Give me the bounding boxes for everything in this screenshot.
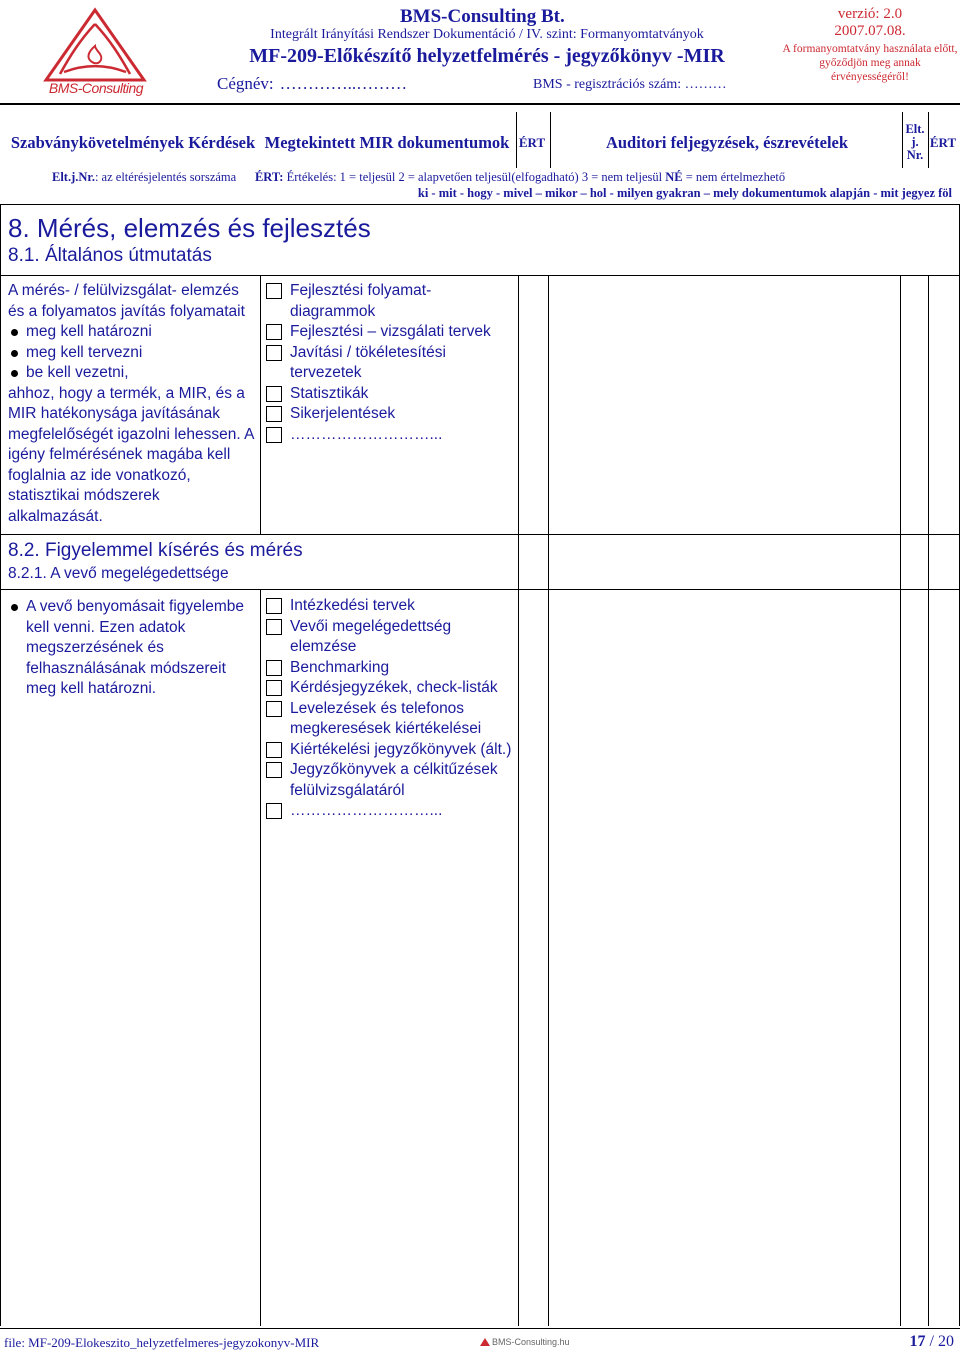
company-logo <box>40 6 150 98</box>
table-col-divider <box>548 275 549 1326</box>
checkbox[interactable] <box>266 598 282 614</box>
checklist-item[interactable]: Fejlesztési – vizsgálati tervek <box>266 322 516 343</box>
table-left-border <box>0 204 1 1326</box>
checklist-item[interactable]: Levelezések és telefonos megkeresések kiértékelései <box>266 699 516 740</box>
document-checklist <box>266 281 516 445</box>
requirement-bullets <box>8 322 254 384</box>
checklist-item-other[interactable]: ………………………... <box>266 425 516 446</box>
table-col-divider <box>900 275 901 1326</box>
checklist-item-other[interactable]: ………………………... <box>266 801 516 822</box>
version-label: verzió: 2.0 <box>837 6 903 22</box>
checklist-item[interactable]: Benchmarking <box>266 658 516 679</box>
col-header-elt: Elt. j. Nr. <box>905 121 925 162</box>
checkbox[interactable] <box>266 619 282 635</box>
version-block <box>780 6 960 40</box>
logo-text: BMS-Consulting <box>48 80 144 96</box>
checklist-item[interactable]: Javítási / tökéletesítési tervezetek <box>266 343 516 384</box>
checklist-item[interactable]: Kérdésjegyzékek, check-listák <box>266 678 516 699</box>
checklist-item[interactable]: Vevői megelégedettség elemzése <box>266 617 516 658</box>
subsection-title: 8.2. Figyelemmel kísérés és mérés <box>8 540 303 561</box>
company-name-row <box>217 74 407 94</box>
footer-file-name: file: MF-209-Elokeszito_helyzetfelmeres-jegyzokonyv-MIR <box>4 1335 320 1350</box>
checkbox[interactable] <box>266 386 282 402</box>
table-col-divider <box>928 275 929 1326</box>
table-col-divider <box>260 589 261 1326</box>
table-col-divider <box>518 275 519 1326</box>
checkbox[interactable] <box>266 701 282 717</box>
header-divider <box>0 103 960 105</box>
list-item: be kell vezetni, <box>8 363 254 384</box>
legend-line: Elt.j.Nr.: az eltérésjelentés sorszáma ÉRT: Értékelés: 1 = teljesül 2 = alapvetően teljesül(elfogadható) 3 = nem teljesül NÉ = nem értelmezhető <box>52 170 786 184</box>
company-title: BMS-Consulting Bt. <box>400 6 565 27</box>
footer-brand: BMS-Consulting.hu <box>480 1337 570 1347</box>
company-name-label: Cégnév: <box>217 74 274 93</box>
checkbox[interactable] <box>266 324 282 340</box>
col-header-auditor: Auditori feljegyzések, észrevételek <box>605 132 849 152</box>
checklist-item[interactable]: Jegyzőkönyvek a célkitűzések felülvizsgálatáról <box>266 760 516 801</box>
header-divider-v <box>516 112 517 168</box>
checklist-item[interactable]: Kiértékelési jegyzőkönyvek (ált.) <box>266 740 516 761</box>
version-date: 2007.07.08. <box>834 23 906 39</box>
list-item: meg kell határozni <box>8 322 254 343</box>
checkbox[interactable] <box>266 427 282 443</box>
checklist-item[interactable]: Statisztikák <box>266 384 516 405</box>
table-row-border <box>0 275 960 276</box>
requirement-bullets <box>8 597 256 700</box>
checkbox[interactable] <box>266 345 282 361</box>
checkbox[interactable] <box>266 406 282 422</box>
requirement-intro: A mérés- / felülvizsgálat- elemzés és a folyamatos javítás folyamatait <box>8 282 245 320</box>
subsection-title: 8.1. Általános útmutatás <box>8 245 212 266</box>
legend-guidance: ki - mit - hogy - mivel – mikor – hol - milyen gyakran – mely dokumentumok alapján - mit jegyez föl <box>417 186 952 200</box>
checkbox[interactable] <box>266 742 282 758</box>
footer-divider <box>0 1328 960 1329</box>
registration-number-field[interactable]: BMS - regisztrációs szám: ……… <box>533 77 727 92</box>
validity-note-line2: győződjön meg annak érvényességéről! <box>819 57 921 83</box>
table-col-divider <box>260 275 261 534</box>
validity-note <box>780 42 960 84</box>
section-title: 8. Mérés, elemzés és fejlesztés <box>8 213 371 243</box>
checkbox[interactable] <box>266 680 282 696</box>
list-item: meg kell tervezni <box>8 343 254 364</box>
checkbox[interactable] <box>266 803 282 819</box>
checkbox[interactable] <box>266 283 282 299</box>
list-item: A vevő benyomásait figyelembe kell venni. Ezen adatok megszerzésének és felhasználásának módszereit meg kell határozni. <box>8 597 256 700</box>
requirement-text <box>8 597 256 700</box>
form-title: MF-209-Előkészítő helyzetfelmérés - jegyzőkönyv -MIR <box>249 45 725 67</box>
brand-logo-icon <box>480 1338 490 1346</box>
requirement-text <box>8 281 254 527</box>
table-top-border <box>0 204 960 205</box>
table-row-border <box>0 534 960 535</box>
header-divider-v <box>550 112 551 168</box>
table-row-border <box>0 589 960 590</box>
document-subtitle: Integrált Irányítási Rendszer Dokumentáció / IV. szint: Formanyomtatványok <box>270 27 704 42</box>
col-header-requirements: Szabványkövetelmények Kérdések <box>10 132 256 152</box>
page-number: 17 / 20 <box>909 1333 954 1350</box>
checklist-item[interactable]: Intézkedési tervek <box>266 596 516 617</box>
checkbox[interactable] <box>266 762 282 778</box>
col-header-documents: Megtekintett MIR dokumentumok <box>264 132 510 152</box>
company-name-field[interactable]: …………..……… <box>279 74 408 93</box>
document-checklist <box>266 596 516 822</box>
checklist-item[interactable]: Sikerjelentések <box>266 404 516 425</box>
subsubsection-title: 8.2.1. A vevő megelégedettsége <box>8 565 229 582</box>
header-divider-v <box>928 112 929 168</box>
logo-emblem-icon <box>40 6 150 86</box>
checkbox[interactable] <box>266 660 282 676</box>
header-divider-v <box>902 112 903 168</box>
col-header-ert2: ÉRT <box>929 134 957 150</box>
checklist-item[interactable]: Fejlesztési folyamat-diagrammok <box>266 281 516 322</box>
validity-note-line1: A formanyomtatvány használata előtt, <box>782 43 958 55</box>
col-header-ert: ÉRT <box>518 134 546 150</box>
requirement-outro: ahhoz, hogy a termék, a MIR, és a MIR hatékonysága javításának megfelelőségét igazolni lehessen. A igény felmérésének magába kell foglalnia az ide vonatkozó, statisztikai módszerek alkalmazását. <box>8 384 254 525</box>
